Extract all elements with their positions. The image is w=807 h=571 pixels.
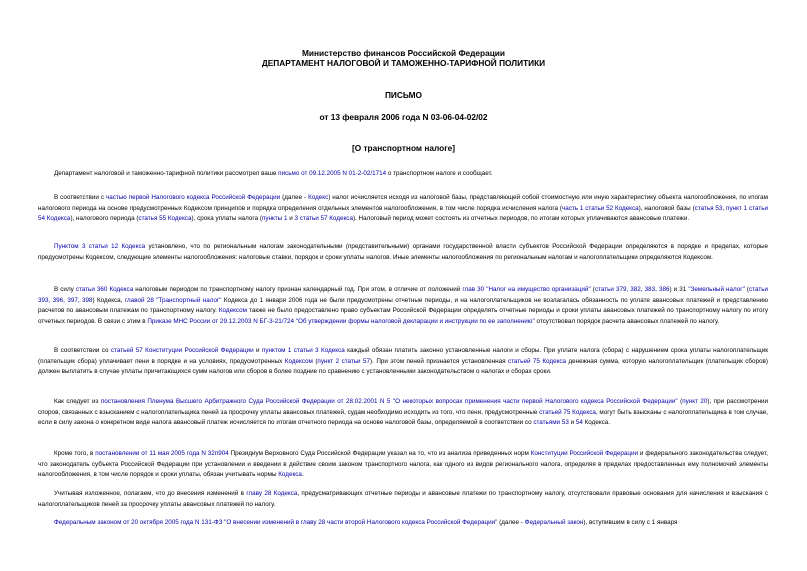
document-link[interactable]: пункт 1 статьи 54 Кодекса (38, 204, 769, 223)
document-link[interactable]: статьей 75 Кодекса (539, 408, 596, 416)
document-link[interactable]: Приказе МНС России от 29.12.2003 N БГ-3-21/724 "Об утверждении формы налоговой декларации и инструкции по ее заполнению" (147, 317, 535, 325)
paragraph-text: денежная сумма, которую налогоплательщик (плательщик сборов) должен выплатить в случае уплаты причитающихся сумм налогов или сборов в более поздние по сравнению с установленными законодательством о налогах и сборах сроки. (38, 357, 768, 376)
document-link[interactable]: частью первой Налогового кодекса Российской Федерации (105, 194, 281, 201)
paragraph-1 (38, 169, 768, 180)
document-link[interactable]: статьи 379, 382, 383, 386 (594, 286, 670, 293)
paragraph-6 (38, 397, 768, 429)
document-link[interactable]: пункт 2 статьи 57 (317, 357, 371, 365)
paragraph-text: установлено, что по региональным налогам законодательными (представительными) органами государственной власти субъектов Российской Федерации определяются в порядке и пределах, которые предусмотрены Кодексом, следующие элементы налогообложения: налоговые ставки, порядок и сроки уплаты налогов. Иные элементы налогообложения по региональным налогам и налогоплательщики определяются Кодексом. (38, 243, 768, 261)
paragraph-text: и федерального законодательства следует, что законодатель субъекта Российской Федерации при установлении и введении в действие своим законом транспортного налога, как одного из видов регионального налога, определяя в пределах предоставленных ему полномочий элементы налогообложения, в том числе порядок и сроки уплаты, обязан учитывать нормы (38, 450, 768, 479)
document-link[interactable]: глав 30 "Налог на имущество организаций" (462, 286, 591, 293)
paragraph-text: ), срока уплаты налога ( (191, 215, 262, 223)
paragraph-text: налоговым периодом по транспортному налогу признан календарный год. При этом, в отличие от положений (133, 286, 463, 293)
document-link[interactable]: статьи 360 Кодекса (75, 286, 134, 293)
paragraph-text: ) налог исчисляется исходя из налоговой базы, представляющей собой стоимостную или иную характеристику объекта налогообложения, по итогам налогового периода на основе предусмотренных Кодексом принципов и порядка определения отдельных элементов налогообложения, в том числе порядка исчисления налога ( (38, 194, 769, 212)
paragraph-3 (38, 242, 768, 263)
paragraph-text: ( (744, 286, 749, 293)
document-link[interactable]: Кодекса (278, 471, 302, 479)
document-link[interactable]: 54 (575, 419, 583, 427)
paragraph-text: Кодекса. (582, 419, 611, 427)
paragraph-text: ), при рассмотрении споров, связанных с взысканием с налогоплательщика пеней за просрочку уплаты авансовых платежей, судам необходимо исходить из того, что пени, предусмотренные (38, 398, 769, 416)
document-subject: [О транспортном налоге] (351, 143, 456, 153)
paragraph-text: Департамент налоговой и таможенно-тарифной политики рассмотрел ваше (54, 170, 279, 177)
document-date-number: от 13 февраля 2006 года N 03-06-04-02/02 (319, 112, 488, 122)
document-link[interactable]: Кодексом (218, 307, 247, 315)
document-link[interactable]: главой 28 "Транспортный налог" (124, 296, 222, 304)
paragraph-text: Кодекса до 1 января 2006 года не были предусмотрены отчетные периоды, и на налогоплательщиков не возлагалась обязанность по уплате авансовых платежей и представлению расчетов по авансовым платежам по транспортному налогу. (38, 296, 768, 315)
paragraph-text: о транспортном налоге и сообщает. (386, 170, 493, 177)
paragraph-2 (38, 193, 768, 225)
document-link[interactable]: пункты 1 (261, 215, 288, 223)
paragraph-text: , могут быть взысканы с налогоплательщика в том случае, если в силу закона о конкретном виде налога авансовый платеж исчисляется по итогам отчетного периода на основе налоговой базы, определяемой в соответствии со (38, 408, 768, 427)
paragraph-7 (38, 449, 768, 481)
paragraph-text: и (253, 347, 262, 354)
paragraph-text: Как следует из (54, 398, 101, 405)
document-link[interactable]: Кодексом (284, 357, 313, 365)
document-link[interactable]: 3 статьи 57 Кодекса (294, 215, 353, 223)
paragraph-text: Учитывая изложенное, полагаем, что до внесения изменений в (54, 490, 247, 497)
paragraph-text: также не было предоставлено право субъектам Российской Федерации определять отчетные периоды и сроки уплаты авансовых платежей по транспортному налогу по итогу отчетных периодов. В связи с этим в (38, 307, 768, 325)
document-link[interactable]: статьи 393, 396, 397, 398 (38, 286, 769, 304)
document-link[interactable]: Пунктом 3 статьи 12 Кодекса (54, 243, 146, 250)
document-link[interactable]: статья 53 (694, 204, 723, 212)
paragraph-text: ). При этом пеней признается установленная (370, 357, 508, 365)
paragraph-text: (далее - (497, 519, 525, 526)
paragraph-text: и (568, 419, 576, 427)
paragraph-text: ( (312, 357, 318, 365)
paragraph-text: , предусматривающих отчетные периоды и авансовые платежи по транспортному налогу, отсутствовали правовые основания для начисления и взыскания с налогоплательщиков пеней за просрочку уплаты авансовых платежей по налогу. (38, 490, 768, 508)
paragraph-text: ( (677, 398, 683, 405)
paragraph-text: Президиум Верховного Суда Российской Федерации указал на то, что из анализа приведенных норм (228, 450, 531, 457)
paragraph-text: ) и 31 (669, 286, 689, 293)
paragraph-5 (38, 346, 768, 378)
paragraph-text: ), налогового периода ( (70, 215, 139, 223)
document-link[interactable]: "Земельный налог" (688, 286, 745, 293)
paragraph-4 (38, 285, 768, 327)
document-link[interactable]: статья 55 Кодекса (138, 215, 192, 223)
department-name: ДЕПАРТАМЕНТ НАЛОГОВОЙ И ТАМОЖЕННО-ТАРИФНОЙ ПОЛИТИКИ (261, 58, 546, 68)
document-link[interactable]: статьей 75 Кодекса (507, 357, 567, 365)
paragraph-text: , (722, 204, 727, 212)
document-link[interactable]: часть 1 статьи 52 Кодекса (561, 204, 639, 212)
document-link[interactable]: пунктом 1 статьи 3 Кодекса (261, 347, 345, 354)
document-link[interactable]: главу 28 Кодекса (246, 490, 298, 497)
paragraph-text: В силу (54, 286, 76, 293)
document-link[interactable]: постановления Пленума Высшего Арбитражного Суда Российской Федерации от 28.02.2001 N 5 "О некоторых вопросах применения части первой Налогового кодекса Российской Федерации" (100, 398, 678, 405)
document-link[interactable]: статьями 53 (533, 419, 569, 427)
paragraph-text: ). Налоговый период может состоять из отчетных периодов, по итогам которых уплачиваются авансовые платежи. (352, 215, 690, 223)
document-type: ПИСЬМО (384, 90, 423, 100)
paragraph-text: отсутствовал порядок расчета авансовых платежей по налогу. (534, 317, 720, 325)
document-link[interactable]: письмо от 09.12.2005 N 01-2-02/1714 (278, 170, 387, 177)
document-link[interactable]: статьей 57 Конституции Российской Федерации (110, 347, 254, 354)
paragraph-9 (38, 518, 768, 529)
document-link[interactable]: постановлении от 11 мая 2005 года N 32п904 (95, 450, 229, 457)
paragraph-text: ( (590, 286, 595, 293)
paragraph-text: В соответствии со (54, 347, 111, 354)
paragraph-text: (далее - (280, 194, 309, 201)
document-link[interactable]: Конституции Российской Федерации (530, 450, 639, 457)
ministry-name: Министерство финансов Российской Федерации (301, 48, 506, 58)
paragraph-text: Кроме того, в (54, 450, 96, 457)
paragraph-text: В соответствии с (54, 194, 106, 201)
document-link[interactable]: пункт 20 (682, 398, 708, 405)
document-link[interactable]: Кодекс (308, 194, 329, 201)
paragraph-text: каждый обязан платить законно установленные налоги и сборы. При уплате налога (сбора) с нарушением срока уплаты налогоплательщик (плательщик сбора) уплачивает пени в порядке и на условиях, предусмотренных (38, 347, 768, 365)
paragraph-text: и (287, 215, 295, 223)
paragraph-text: ), вступившим в силу с 1 января (583, 519, 678, 526)
document-link[interactable]: Федеральным законом от 20 октября 2005 года N 131-ФЗ "О внесении изменений в главу 28 части второй Налогового кодекса Российской Федерации" (54, 519, 498, 526)
paragraph-8 (38, 489, 768, 510)
paragraph-text: . (301, 471, 304, 479)
paragraph-text: ) Кодекса, (92, 296, 125, 304)
paragraph-text: ), налоговой базы ( (638, 204, 695, 212)
document-link[interactable]: Федеральный закон (524, 519, 584, 526)
